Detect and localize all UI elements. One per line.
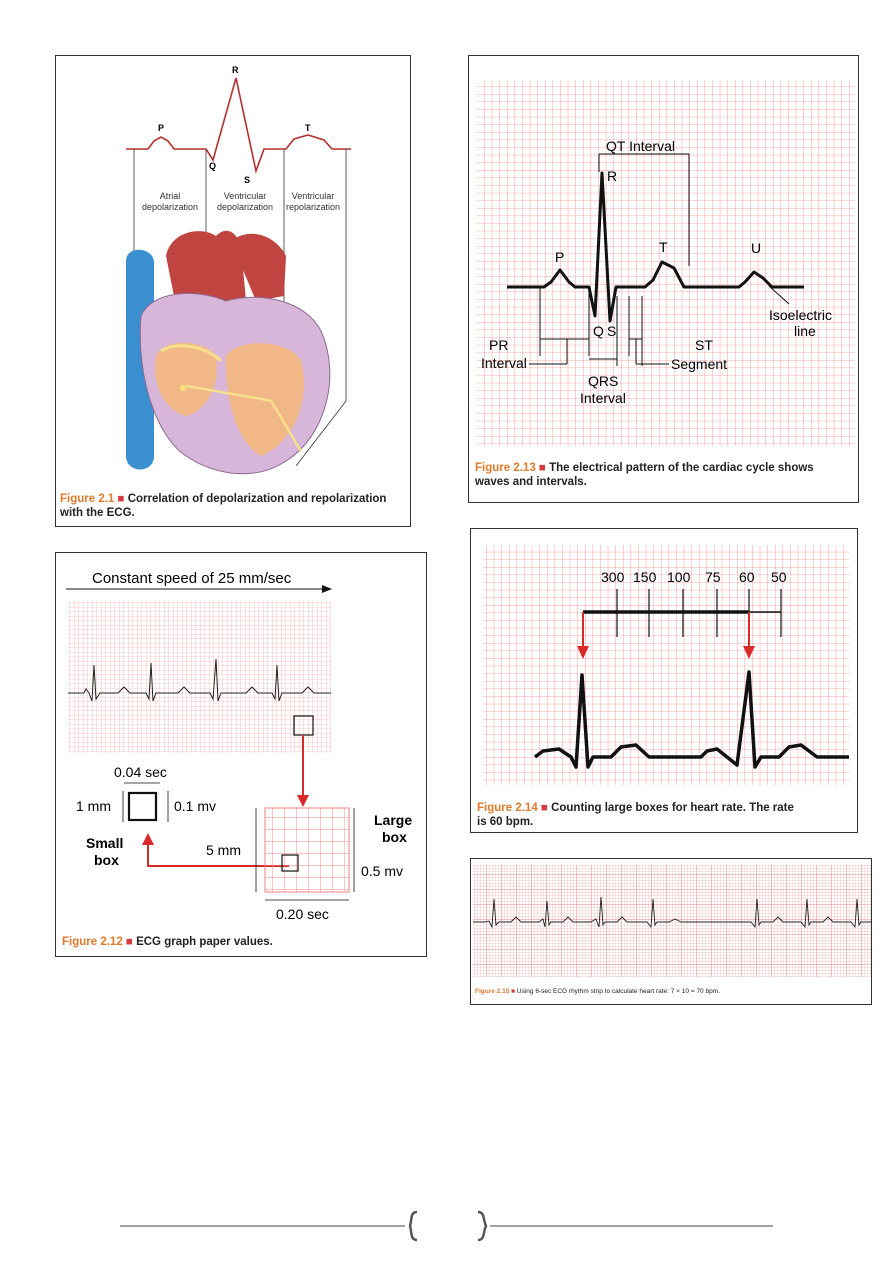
large-time-label: 0.20 sec: [276, 906, 329, 922]
label-q: Q: [593, 323, 604, 339]
caption-text-2: with the ECG.: [60, 507, 135, 519]
ecg-graph-paper-diagram: [56, 553, 428, 958]
region-vdep-l2: depolarization: [216, 202, 274, 212]
label-u: U: [751, 240, 762, 256]
figure-2-13: [468, 55, 859, 503]
caption-text-2: is 60 bpm.: [477, 816, 534, 828]
page-footer-decoration: [0, 1200, 893, 1260]
label-qrs-l2: Interval: [580, 390, 626, 406]
heart-rate-counting-diagram: [471, 529, 859, 834]
heart-ecg-illustration: [56, 56, 412, 528]
label-pr-l2: Interval: [481, 355, 527, 371]
rhythm-strip-diagram: [471, 859, 873, 1006]
scale-100: 100: [667, 569, 691, 585]
small-time-label: 0.04 sec: [114, 764, 167, 780]
label-r: R: [607, 168, 618, 184]
scale-75: 75: [705, 569, 721, 585]
figure-2-12: [55, 552, 427, 957]
caption-square-icon: ■: [117, 493, 125, 505]
label-qrs-l1: QRS: [588, 373, 619, 389]
label-p: P: [555, 249, 565, 265]
label-s: S: [244, 175, 251, 185]
caption-figure-2-14: [477, 801, 853, 829]
caption-text-2: waves and intervals.: [475, 476, 587, 488]
caption-text: Using 6-sec ECG rhythm strip to calculate heart rate: 7 × 10 = 70 bpm.: [516, 988, 720, 995]
label-s: S: [607, 323, 617, 339]
caption-label: Figure 2.15: [475, 988, 510, 995]
label-pr-l1: PR: [489, 337, 509, 353]
caption-square-icon: ■: [538, 462, 546, 474]
speed-label: Constant speed of 25 mm/sec: [92, 570, 292, 587]
label-isoelectric-l1: Isoelectric: [769, 307, 833, 323]
region-vdep-l1: Ventricular: [223, 191, 267, 201]
small-volt-label: 0.1 mv: [174, 798, 217, 814]
label-qt-interval: QT Interval: [606, 138, 675, 154]
label-t: T: [659, 239, 668, 255]
scale-300: 300: [601, 569, 625, 585]
region-vrep-l2: repolarization: [285, 202, 341, 212]
caption-text: The electrical pattern of the cardiac cycle shows: [549, 462, 814, 474]
label-r: R: [232, 65, 239, 75]
large-volt-label: 0.5 mv: [361, 863, 404, 879]
footer-left-brace: [410, 1212, 417, 1240]
label-q: Q: [209, 161, 217, 171]
ecg-waves-diagram: [469, 56, 860, 504]
ecg-strip-grid: [68, 601, 331, 753]
figure-2-14: [470, 528, 858, 833]
caption-square-icon: ■: [540, 802, 548, 814]
label-isoelectric-l2: line: [794, 323, 816, 339]
large-box-label-l2: box: [382, 829, 407, 845]
caption-square-icon: ■: [125, 936, 133, 948]
region-atrial-l1: Atrial: [159, 191, 181, 201]
small-box-label-l2: box: [94, 852, 119, 868]
caption-figure-2-15: [475, 987, 869, 996]
scale-60: 60: [739, 569, 755, 585]
caption-text: Counting large boxes for heart rate. The rate: [551, 802, 794, 814]
label-st-l2: Segment: [671, 356, 728, 372]
large-box-grid: [265, 808, 349, 892]
caption-figure-2-12: [62, 935, 422, 949]
label-p: P: [158, 123, 165, 133]
caption-label: Figure 2.1: [60, 493, 115, 505]
region-vrep-l1: Ventricular: [291, 191, 335, 201]
small-box-label-l1: Small: [86, 835, 124, 851]
small-box: [129, 793, 156, 820]
caption-figure-2-13: [475, 461, 855, 489]
caption-label: Figure 2.12: [62, 936, 123, 948]
figure-2-1: [55, 55, 411, 527]
small-height-label: 1 mm: [76, 798, 111, 814]
grid-paper: [483, 545, 849, 785]
caption-figure-2-1: [60, 492, 406, 520]
label-st-l1: ST: [695, 337, 713, 353]
scale-150: 150: [633, 569, 657, 585]
caption-text: ECG graph paper values.: [136, 936, 273, 948]
large-height-label: 5 mm: [206, 842, 241, 858]
scale-50: 50: [771, 569, 787, 585]
footer-right-brace: [478, 1212, 486, 1240]
heart-drawing: [126, 231, 330, 474]
caption-square-icon: ■: [511, 988, 516, 995]
caption-label: Figure 2.13: [475, 462, 536, 474]
region-atrial-l2: depolarization: [141, 202, 199, 212]
caption-label: Figure 2.14: [477, 802, 538, 814]
large-box-label-l1: Large: [374, 812, 413, 828]
figure-2-15: [470, 858, 872, 1005]
caption-text: Correlation of depolarization and repolarization: [127, 493, 387, 505]
label-t: T: [305, 123, 311, 133]
